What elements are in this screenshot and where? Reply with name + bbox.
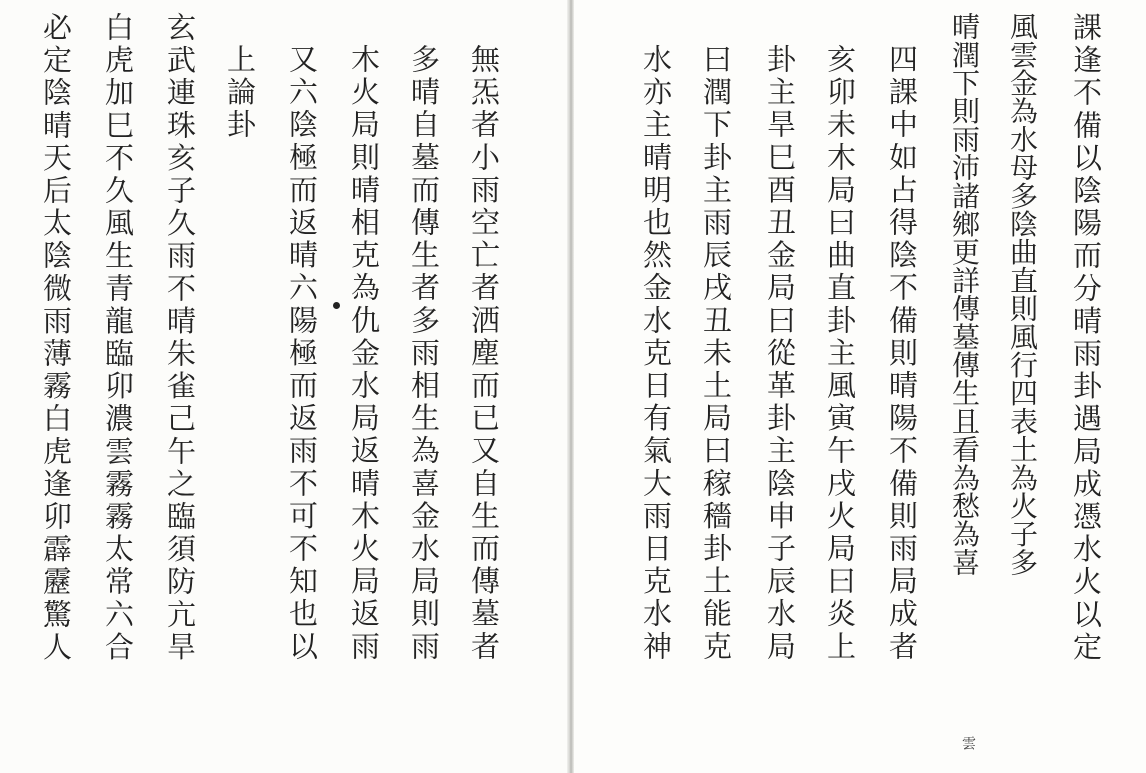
right-column-5: 四課中如占得陰不備則晴陽不備則雨局成者 <box>885 44 919 664</box>
right-page <box>574 0 1146 773</box>
margin-note: 雲 <box>960 736 976 750</box>
book-gutter <box>567 0 574 773</box>
right-column-3: 卦主旱巳酉丑金局曰從革卦主陰申子辰水局 <box>763 44 797 664</box>
left-page <box>0 0 568 773</box>
ink-speck <box>333 302 340 309</box>
left-column-3: 玄武連珠亥子久雨不晴朱雀己午之臨須防亢旱 <box>163 12 197 664</box>
left-column-4: 上論卦 <box>223 44 257 142</box>
right-column-8: 課逢不備以陰陽而分晴雨卦遇局成憑水火以定 <box>1069 12 1103 664</box>
left-column-7: 多晴自墓而傳生者多雨相生為喜金水局則雨 <box>407 44 441 664</box>
left-column-1: 必定陰晴天后太陰微雨薄霧白虎逢卯霹靂驚人 <box>39 12 73 664</box>
left-column-2: 白虎加巳不久風生青龍臨卯濃雲霧霧太常六合 <box>101 12 135 664</box>
left-column-6: 木火局則晴相克為仇金水局返晴木火局返雨 <box>347 44 381 664</box>
right-column-4: 亥卯未木局曰曲直卦主風寅午戌火局曰炎上 <box>823 44 857 664</box>
right-column-6: 晴潤下則雨沛諸鄉更詳傳墓傳生且看為愁為喜 <box>948 12 981 576</box>
right-column-7: 風雲金為水母多陰曲直則風行四表土為火子多 <box>1006 12 1039 576</box>
left-column-8: 無炁者小雨空亡者洒塵而已又自生而傳墓者 <box>467 44 501 664</box>
right-column-1: 水亦主晴明也然金水克日有氣大雨日克水神 <box>639 44 673 664</box>
right-column-2: 曰潤下卦主雨辰戌丑未土局曰稼穡卦土能克 <box>699 44 733 664</box>
left-column-5: 又六陰極而返晴六陽極而返雨不可不知也以 <box>285 44 319 664</box>
